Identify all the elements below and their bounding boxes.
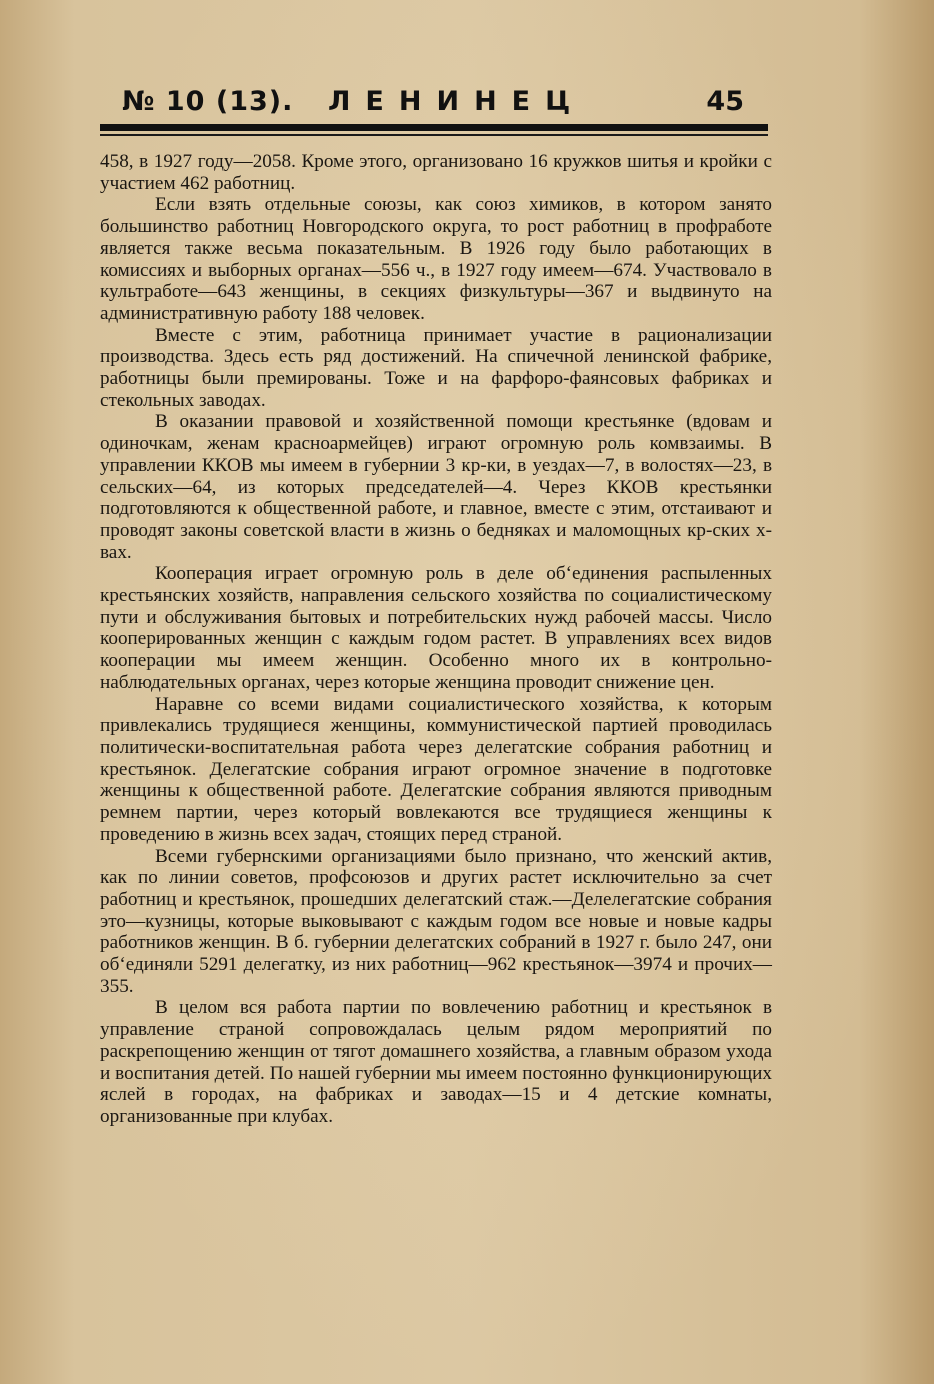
running-header <box>100 86 770 126</box>
paragraph: Если взять отдельные союзы, как союз химиков, в котором занято большинство работниц Новгородского округа, то рост работниц в профработе является также весьма показательным. В 1926 году было работающих в комиссиях и выборных органах—556 ч., в 1927 году имеем—674. Участвовало в культработе—643 женщины, в секциях физкультуры—367 и выдвинуто на административную работу 188 человек. <box>100 194 772 324</box>
paragraph: Всеми губернскими организациями было признано, что женский актив, как по линии советов, профсоюзов и других растет исключительно за счет работниц и крестьянок, прошедших делегатский стаж.—Делелегатские собрания это—кузницы, которые выковывают с каждым годом все новые и новые кадры работников женщин. В б. губернии делегатских собраний в 1927 г. было 247, они об‘единяли 5291 делегатку, из них работниц—962 крестьянок—3974 и прочих—355. <box>100 845 772 997</box>
header-rule-thin <box>100 134 768 136</box>
body-text <box>100 151 772 1128</box>
page-number: 45 <box>706 86 744 117</box>
header-rule-thick <box>100 124 768 131</box>
paragraph: В целом вся работа партии по вовлечению работниц и крестьянок в управление страной сопровождалась целым рядом мероприятий по раскрепощению женщин от тягот домашнего хозяйства, а главным образом ухода и воспитания детей. По нашей губернии мы имеем постоянно функционирующих яслей в городах, на фабриках и заводах—15 и 4 детские комнаты, организованные при клубах. <box>100 997 772 1127</box>
issue-number: № 10 (13). <box>122 86 294 117</box>
paragraph: 458, в 1927 году—2058. Кроме этого, организовано 16 кружков шитья и кройки с участием 462 работниц. <box>100 151 772 194</box>
paragraph: Наравне со всеми видами социалистического хозяйства, к которым привлекались трудящиеся женщины, коммунистической партией проводилась политически-воспитательная работа через делегатские собрания работниц и крестьянок. Делегатские собрания играют огромное значение в подготовке женщины к общественной работе. Делегатские собрания являются приводным ремнем партии, через который вовлекаются все трудящиеся женщины к проведению в жизнь всех задач, стоящих перед страной. <box>100 693 772 845</box>
paragraph: Вместе с этим, работница принимает участие в рационализации производства. Здесь есть ряд достижений. На спичечной ленинской фабрике, работницы были премированы. Тоже и на фарфоро-фаянсовых фабриках и стекольных заводах. <box>100 324 772 411</box>
paragraph: Кооперация играет огромную роль в деле об‘единения распыленных крестьянских хозяйств, направления сельского хозяйства по социалистическому пути и обслуживания бытовых и потребительских нужд рабочей массы. Число кооперированных женщин с каждым годом растет. В управлениях всех видов кооперации мы имеем женщин. Особенно много их в контрольно-наблюдательных органах, через которые женщина проводит снижение цен. <box>100 563 772 693</box>
paragraph: В оказании правовой и хозяйственной помощи крестьянке (вдовам и одиночкам, женам красноармейцев) играют огромную роль комвзаимы. В управлении ККОВ мы имеем в губернии 3 кр-ки, в уездах—7, в волостях—23, в сельских—64, из которых председателей—4. Через ККОВ крестьянки подготовляются к общественной работе, и главное, вместе с этим, отстаивают и проводят законы советской власти в жизнь о бедняках и маломощных кр-ских х-вах. <box>100 411 772 563</box>
journal-title: ЛЕНИНЕЦ <box>328 86 586 117</box>
